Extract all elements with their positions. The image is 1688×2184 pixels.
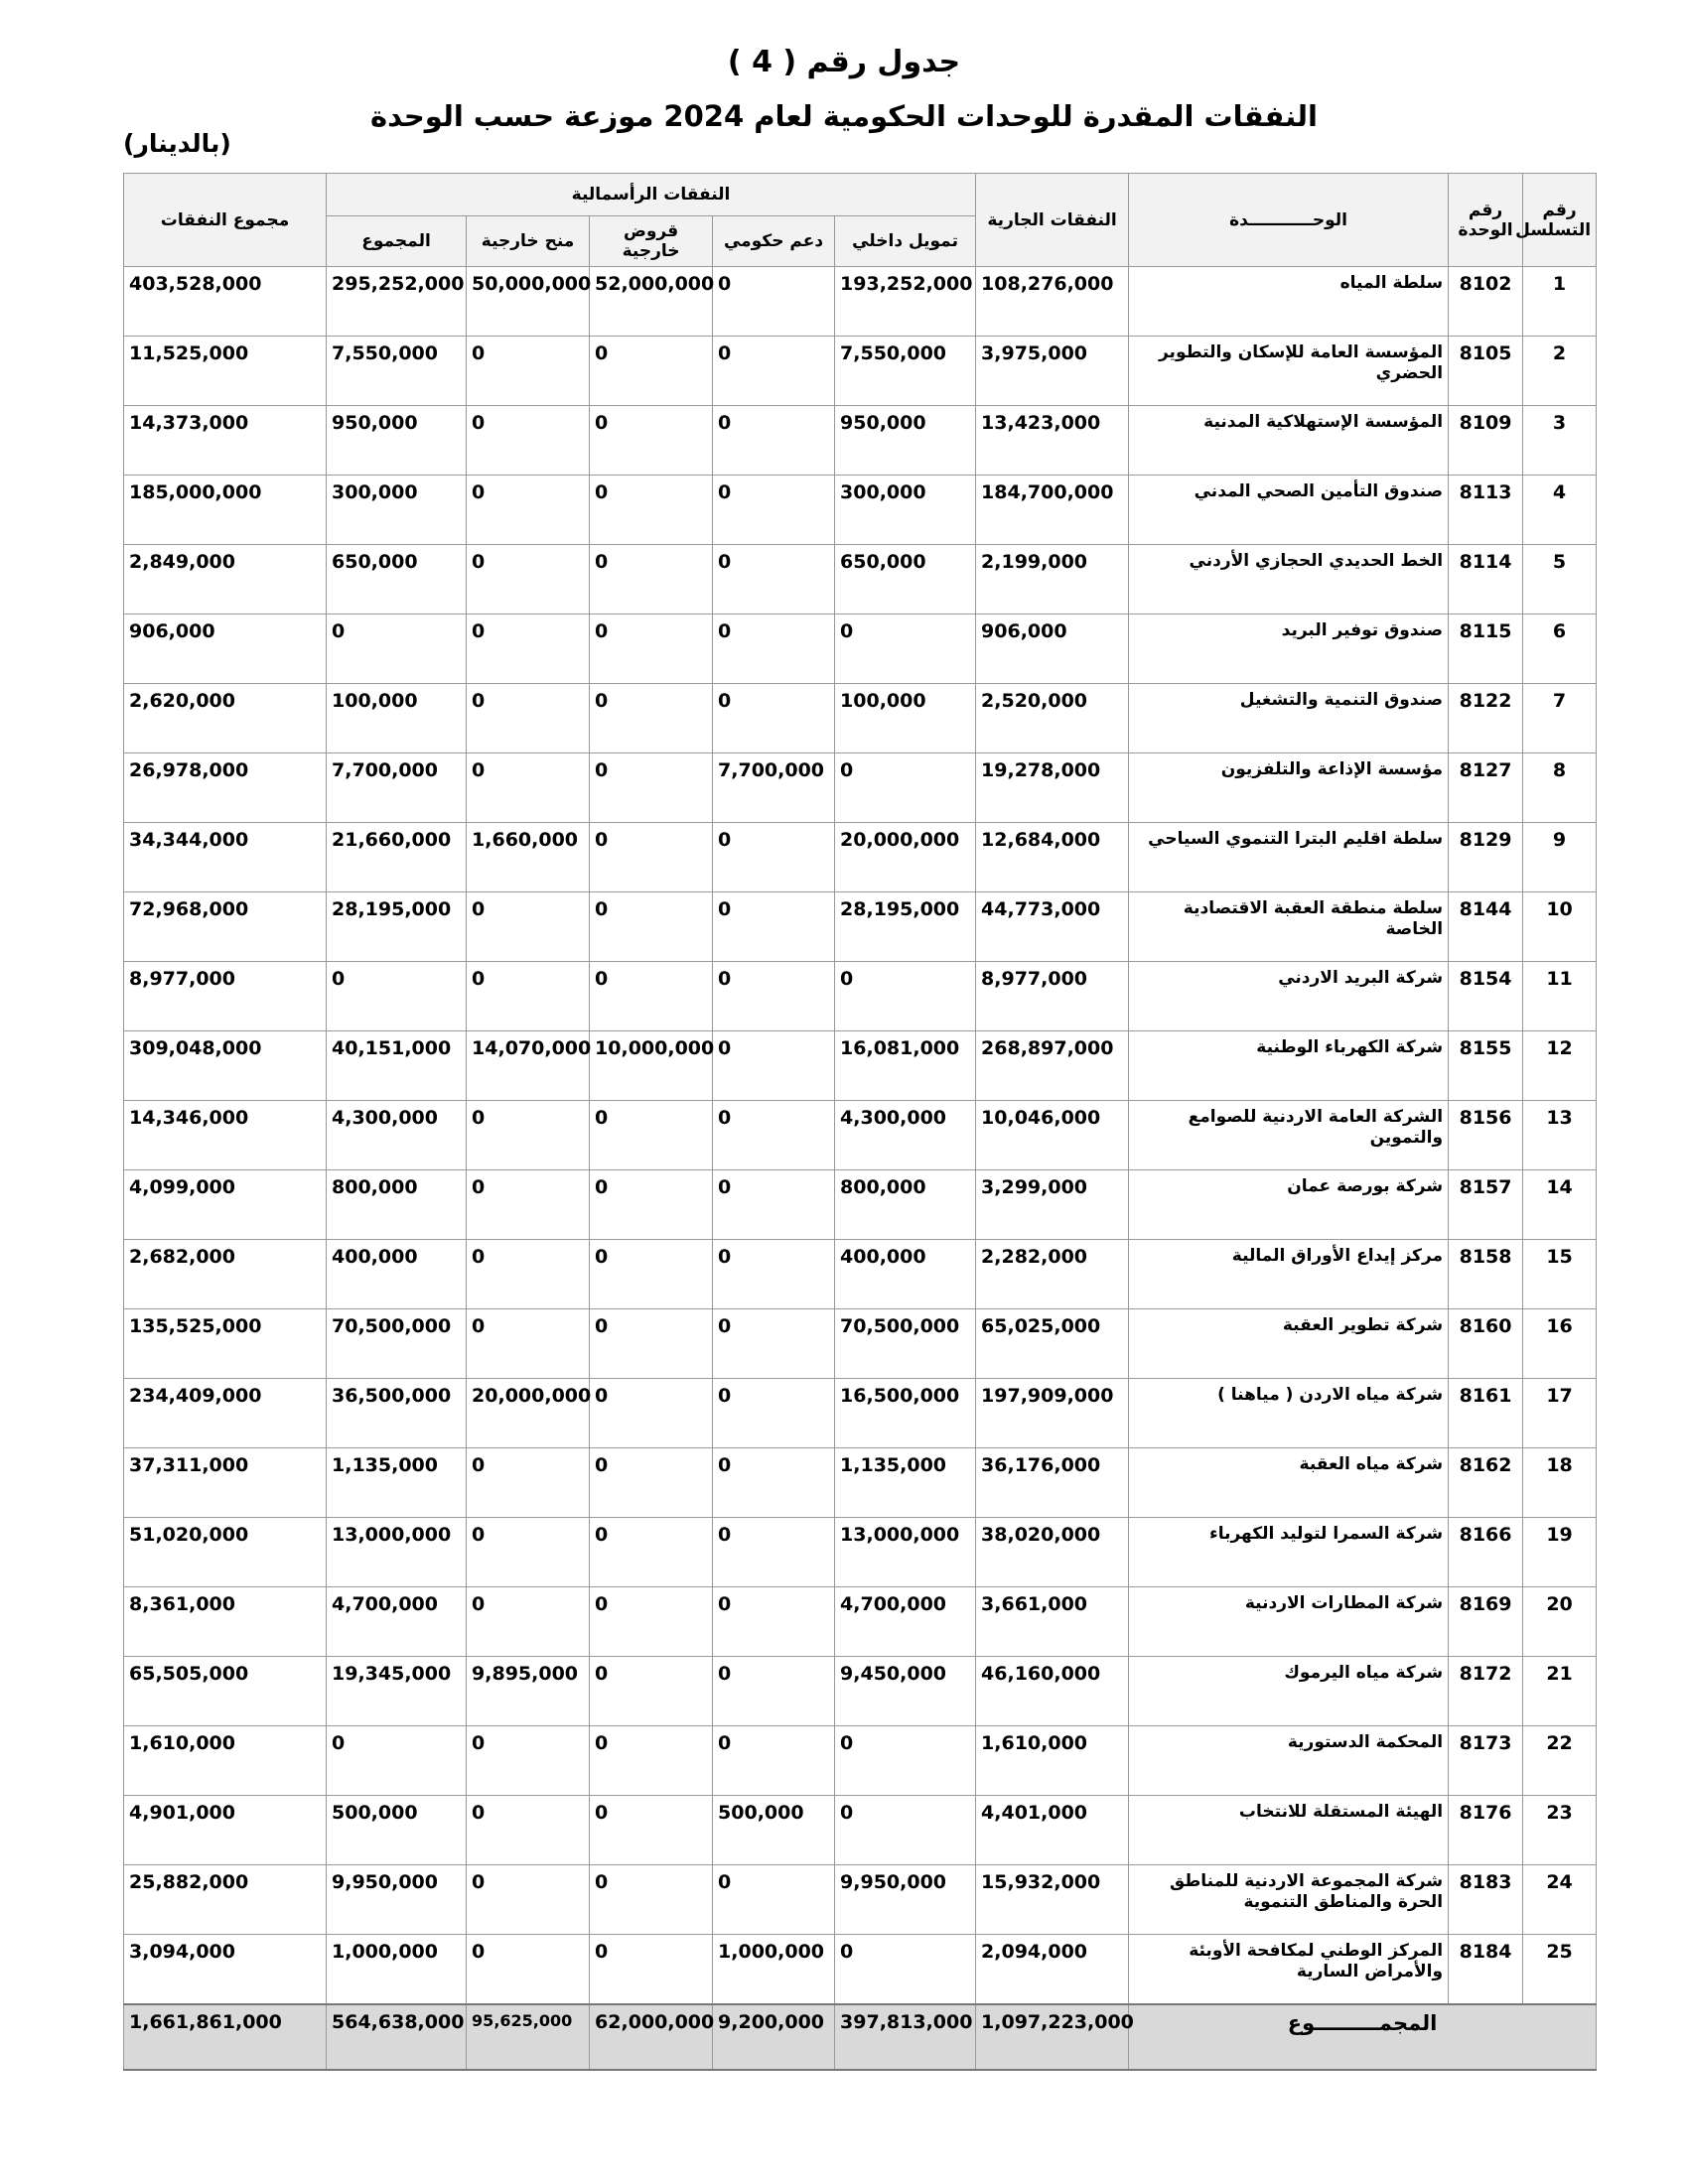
cell-grants: 0 (467, 1170, 590, 1240)
cell-total: 72,968,000 (124, 892, 327, 962)
cell-domestic: 70,500,000 (835, 1309, 976, 1379)
cell-domestic: 950,000 (835, 406, 976, 476)
cell-grants: 0 (467, 1726, 590, 1796)
cell-current: 2,199,000 (976, 545, 1129, 614)
cell-no: 8157 (1449, 1170, 1523, 1240)
cell-total: 14,373,000 (124, 406, 327, 476)
cell-seq: 12 (1523, 1031, 1597, 1101)
cell-cap: 7,550,000 (327, 337, 467, 406)
cell-current: 38,020,000 (976, 1518, 1129, 1587)
cell-cap: 100,000 (327, 684, 467, 753)
cell-govt: 0 (713, 1448, 835, 1518)
cell-seq: 10 (1523, 892, 1597, 962)
cell-no: 8162 (1449, 1448, 1523, 1518)
cell-cap: 40,151,000 (327, 1031, 467, 1101)
cell-total: 8,977,000 (124, 962, 327, 1031)
cell-govt: 0 (713, 337, 835, 406)
total-grants: 95,625,000 (467, 2004, 590, 2070)
table-row (124, 1518, 1597, 1587)
cell-cap: 0 (327, 614, 467, 684)
cell-govt: 1,000,000 (713, 1935, 835, 2005)
cell-no: 8144 (1449, 892, 1523, 962)
table-row (124, 1587, 1597, 1657)
cell-domestic: 13,000,000 (835, 1518, 976, 1587)
cell-loans: 0 (590, 823, 713, 892)
cell-current: 8,977,000 (976, 962, 1129, 1031)
cell-domestic: 4,700,000 (835, 1587, 976, 1657)
cell-current: 10,046,000 (976, 1101, 1129, 1170)
cell-cap: 1,135,000 (327, 1448, 467, 1518)
cell-grants: 14,070,000 (467, 1031, 590, 1101)
cell-govt: 0 (713, 267, 835, 337)
cell-name: المؤسسة العامة للإسكان والتطوير الحضري (1129, 337, 1449, 406)
cell-govt: 0 (713, 892, 835, 962)
cell-no: 8109 (1449, 406, 1523, 476)
cell-name: الهيئة المستقلة للانتخاب (1129, 1796, 1449, 1865)
cell-current: 184,700,000 (976, 476, 1129, 545)
cell-loans: 0 (590, 337, 713, 406)
cell-name: سلطة اقليم البترا التنموي السياحي (1129, 823, 1449, 892)
cell-govt: 0 (713, 1518, 835, 1587)
table-row (124, 337, 1597, 406)
table-row (124, 1726, 1597, 1796)
cell-cap: 9,950,000 (327, 1865, 467, 1935)
cell-grants: 0 (467, 1448, 590, 1518)
totals-row (124, 2004, 1597, 2070)
cell-name: شركة مياه العقبة (1129, 1448, 1449, 1518)
cell-no: 8114 (1449, 545, 1523, 614)
table-row (124, 1796, 1597, 1865)
cell-cap: 28,195,000 (327, 892, 467, 962)
cell-govt: 0 (713, 962, 835, 1031)
cell-total: 135,525,000 (124, 1309, 327, 1379)
table-row (124, 1657, 1597, 1726)
total-domestic: 397,813,000 (835, 2004, 976, 2070)
cell-govt: 0 (713, 1657, 835, 1726)
cell-loans: 0 (590, 1657, 713, 1726)
cell-total: 234,409,000 (124, 1379, 327, 1448)
cell-cap: 0 (327, 1726, 467, 1796)
cell-name: سلطة منطقة العقبة الاقتصادية الخاصة (1129, 892, 1449, 962)
cell-cap: 650,000 (327, 545, 467, 614)
cell-seq: 25 (1523, 1935, 1597, 2005)
cell-seq: 3 (1523, 406, 1597, 476)
cell-grants: 50,000,000 (467, 267, 590, 337)
header-loans: قروض خارجية (590, 216, 713, 267)
cell-grants: 0 (467, 892, 590, 962)
cell-no: 8169 (1449, 1587, 1523, 1657)
table-row (124, 406, 1597, 476)
cell-name: المركز الوطني لمكافحة الأوبئة والأمراض السارية (1129, 1935, 1449, 2005)
cell-loans: 0 (590, 1587, 713, 1657)
cell-loans: 0 (590, 1101, 713, 1170)
cell-no: 8127 (1449, 753, 1523, 823)
cell-seq: 16 (1523, 1309, 1597, 1379)
cell-cap: 300,000 (327, 476, 467, 545)
cell-grants: 0 (467, 1587, 590, 1657)
cell-grants: 0 (467, 962, 590, 1031)
cell-total: 4,099,000 (124, 1170, 327, 1240)
cell-loans: 0 (590, 1935, 713, 2005)
total-loans: 62,000,000 (590, 2004, 713, 2070)
cell-grants: 0 (467, 1796, 590, 1865)
cell-no: 8158 (1449, 1240, 1523, 1309)
cell-domestic: 4,300,000 (835, 1101, 976, 1170)
cell-seq: 21 (1523, 1657, 1597, 1726)
cell-loans: 0 (590, 892, 713, 962)
cell-seq: 23 (1523, 1796, 1597, 1865)
cell-govt: 0 (713, 476, 835, 545)
cell-domestic: 650,000 (835, 545, 976, 614)
cell-govt: 500,000 (713, 1796, 835, 1865)
cell-total: 3,094,000 (124, 1935, 327, 2005)
cell-no: 8105 (1449, 337, 1523, 406)
header-seq: رقم التسلسل (1523, 174, 1597, 267)
cell-cap: 4,300,000 (327, 1101, 467, 1170)
table-row (124, 1240, 1597, 1309)
cell-current: 12,684,000 (976, 823, 1129, 892)
cell-govt: 0 (713, 1170, 835, 1240)
cell-cap: 21,660,000 (327, 823, 467, 892)
cell-cap: 4,700,000 (327, 1587, 467, 1657)
cell-name: مؤسسة الإذاعة والتلفزيون (1129, 753, 1449, 823)
cell-name: الشركة العامة الاردنية للصوامع والتموين (1129, 1101, 1449, 1170)
table-subtitle: النفقات المقدرة للوحدات الحكومية لعام 2024 موزعة حسب الوحدة (370, 99, 1318, 133)
cell-grants: 0 (467, 1240, 590, 1309)
table-row (124, 1031, 1597, 1101)
header-domestic: تمويل داخلي (835, 216, 976, 267)
cell-domestic: 0 (835, 1726, 976, 1796)
cell-no: 8183 (1449, 1865, 1523, 1935)
cell-name: شركة المطارات الاردنية (1129, 1587, 1449, 1657)
header-total: مجموع النفقات (124, 174, 327, 267)
cell-loans: 0 (590, 1379, 713, 1448)
table-row (124, 614, 1597, 684)
cell-grants: 0 (467, 753, 590, 823)
cell-current: 2,282,000 (976, 1240, 1129, 1309)
cell-seq: 18 (1523, 1448, 1597, 1518)
table-row (124, 823, 1597, 892)
table-row (124, 753, 1597, 823)
cell-govt: 0 (713, 545, 835, 614)
cell-loans: 0 (590, 1240, 713, 1309)
cell-domestic: 9,450,000 (835, 1657, 976, 1726)
table-row (124, 267, 1597, 337)
cell-loans: 0 (590, 1726, 713, 1796)
cell-seq: 6 (1523, 614, 1597, 684)
cell-loans: 0 (590, 1518, 713, 1587)
cell-total: 8,361,000 (124, 1587, 327, 1657)
cell-cap: 400,000 (327, 1240, 467, 1309)
cell-govt: 0 (713, 684, 835, 753)
cell-seq: 5 (1523, 545, 1597, 614)
cell-total: 65,505,000 (124, 1657, 327, 1726)
cell-seq: 24 (1523, 1865, 1597, 1935)
cell-current: 1,610,000 (976, 1726, 1129, 1796)
cell-name: شركة تطوير العقبة (1129, 1309, 1449, 1379)
cell-no: 8173 (1449, 1726, 1523, 1796)
cell-grants: 0 (467, 1518, 590, 1587)
table-row (124, 545, 1597, 614)
cell-domestic: 16,081,000 (835, 1031, 976, 1101)
cell-current: 108,276,000 (976, 267, 1129, 337)
cell-cap: 0 (327, 962, 467, 1031)
total-cap: 564,638,000 (327, 2004, 467, 2070)
cell-no: 8122 (1449, 684, 1523, 753)
cell-name: المحكمة الدستورية (1129, 1726, 1449, 1796)
cell-current: 197,909,000 (976, 1379, 1129, 1448)
cell-cap: 1,000,000 (327, 1935, 467, 2005)
cell-seq: 4 (1523, 476, 1597, 545)
cell-loans: 0 (590, 476, 713, 545)
cell-grants: 0 (467, 476, 590, 545)
cell-domestic: 0 (835, 1796, 976, 1865)
cell-domestic: 800,000 (835, 1170, 976, 1240)
cell-grants: 9,895,000 (467, 1657, 590, 1726)
header-capital: النفقات الرأسمالية (327, 174, 976, 216)
cell-current: 13,423,000 (976, 406, 1129, 476)
cell-domestic: 0 (835, 753, 976, 823)
cell-name: شركة مياه الاردن ( مياهنا ) (1129, 1379, 1449, 1448)
cell-total: 309,048,000 (124, 1031, 327, 1101)
cell-current: 268,897,000 (976, 1031, 1129, 1101)
cell-seq: 19 (1523, 1518, 1597, 1587)
cell-seq: 22 (1523, 1726, 1597, 1796)
cell-seq: 8 (1523, 753, 1597, 823)
cell-total: 185,000,000 (124, 476, 327, 545)
cell-seq: 13 (1523, 1101, 1597, 1170)
cell-grants: 1,660,000 (467, 823, 590, 892)
cell-grants: 0 (467, 1309, 590, 1379)
cell-grants: 0 (467, 1101, 590, 1170)
cell-domestic: 0 (835, 1935, 976, 2005)
cell-current: 15,932,000 (976, 1865, 1129, 1935)
cell-total: 26,978,000 (124, 753, 327, 823)
cell-no: 8154 (1449, 962, 1523, 1031)
cell-domestic: 0 (835, 962, 976, 1031)
header-unit-no: رقم الوحدة (1449, 174, 1523, 267)
cell-grants: 0 (467, 545, 590, 614)
table-row (124, 1170, 1597, 1240)
header-govt: دعم حكومي (713, 216, 835, 267)
cell-govt: 0 (713, 614, 835, 684)
cell-name: شركة بورصة عمان (1129, 1170, 1449, 1240)
cell-name: مركز إيداع الأوراق المالية (1129, 1240, 1449, 1309)
cell-total: 51,020,000 (124, 1518, 327, 1587)
cell-current: 3,975,000 (976, 337, 1129, 406)
table-number-title: جدول رقم ( 4 ) (727, 45, 961, 79)
cell-name: شركة السمرا لتوليد الكهرباء (1129, 1518, 1449, 1587)
cell-seq: 7 (1523, 684, 1597, 753)
cell-loans: 0 (590, 545, 713, 614)
cell-loans: 0 (590, 1796, 713, 1865)
cell-cap: 800,000 (327, 1170, 467, 1240)
table-row (124, 962, 1597, 1031)
cell-name: صندوق التنمية والتشغيل (1129, 684, 1449, 753)
cell-name: سلطة المياه (1129, 267, 1449, 337)
cell-domestic: 193,252,000 (835, 267, 976, 337)
cell-seq: 20 (1523, 1587, 1597, 1657)
cell-no: 8156 (1449, 1101, 1523, 1170)
cell-domestic: 16,500,000 (835, 1379, 976, 1448)
cell-current: 36,176,000 (976, 1448, 1129, 1518)
total-total: 1,661,861,000 (124, 2004, 327, 2070)
cell-current: 2,520,000 (976, 684, 1129, 753)
cell-govt: 0 (713, 1240, 835, 1309)
cell-name: شركة البريد الاردني (1129, 962, 1449, 1031)
totals-label: المجمـــــــــوع (1129, 2004, 1597, 2070)
cell-govt: 0 (713, 1587, 835, 1657)
cell-current: 44,773,000 (976, 892, 1129, 962)
total-current: 1,097,223,000 (976, 2004, 1129, 2070)
cell-cap: 295,252,000 (327, 267, 467, 337)
cell-seq: 11 (1523, 962, 1597, 1031)
cell-seq: 14 (1523, 1170, 1597, 1240)
cell-cap: 70,500,000 (327, 1309, 467, 1379)
cell-name: شركة الكهرباء الوطنية (1129, 1031, 1449, 1101)
header-unit: الوحـــــــــــدة (1129, 174, 1449, 267)
cell-no: 8166 (1449, 1518, 1523, 1587)
cell-loans: 0 (590, 406, 713, 476)
cell-loans: 0 (590, 614, 713, 684)
cell-govt: 0 (713, 1309, 835, 1379)
cell-total: 37,311,000 (124, 1448, 327, 1518)
cell-total: 25,882,000 (124, 1865, 327, 1935)
cell-current: 3,661,000 (976, 1587, 1129, 1657)
cell-cap: 13,000,000 (327, 1518, 467, 1587)
cell-cap: 500,000 (327, 1796, 467, 1865)
cell-grants: 0 (467, 1865, 590, 1935)
cell-no: 8113 (1449, 476, 1523, 545)
cell-loans: 10,000,000 (590, 1031, 713, 1101)
cell-current: 2,094,000 (976, 1935, 1129, 2005)
cell-no: 8161 (1449, 1379, 1523, 1448)
header-current: النفقات الجارية (976, 174, 1129, 267)
cell-domestic: 7,550,000 (835, 337, 976, 406)
cell-total: 11,525,000 (124, 337, 327, 406)
table-row (124, 1101, 1597, 1170)
cell-current: 4,401,000 (976, 1796, 1129, 1865)
cell-domestic: 9,950,000 (835, 1865, 976, 1935)
table-row (124, 1448, 1597, 1518)
cell-domestic: 100,000 (835, 684, 976, 753)
cell-name: صندوق التأمين الصحي المدني (1129, 476, 1449, 545)
cell-grants: 0 (467, 684, 590, 753)
cell-loans: 0 (590, 1170, 713, 1240)
cell-total: 4,901,000 (124, 1796, 327, 1865)
table-row (124, 1379, 1597, 1448)
cell-seq: 2 (1523, 337, 1597, 406)
cell-govt: 0 (713, 1101, 835, 1170)
cell-govt: 0 (713, 1379, 835, 1448)
cell-seq: 17 (1523, 1379, 1597, 1448)
cell-loans: 0 (590, 1309, 713, 1379)
cell-govt: 0 (713, 406, 835, 476)
cell-govt: 0 (713, 1031, 835, 1101)
cell-grants: 20,000,000 (467, 1379, 590, 1448)
cell-total: 14,346,000 (124, 1101, 327, 1170)
table-row (124, 1865, 1597, 1935)
cell-current: 3,299,000 (976, 1170, 1129, 1240)
total-govt: 9,200,000 (713, 2004, 835, 2070)
cell-grants: 0 (467, 614, 590, 684)
cell-total: 1,610,000 (124, 1726, 327, 1796)
cell-domestic: 400,000 (835, 1240, 976, 1309)
cell-total: 2,849,000 (124, 545, 327, 614)
cell-no: 8160 (1449, 1309, 1523, 1379)
cell-no: 8155 (1449, 1031, 1523, 1101)
cell-name: المؤسسة الإستهلاكية المدنية (1129, 406, 1449, 476)
cell-cap: 19,345,000 (327, 1657, 467, 1726)
cell-total: 906,000 (124, 614, 327, 684)
cell-grants: 0 (467, 337, 590, 406)
cell-grants: 0 (467, 406, 590, 476)
cell-seq: 15 (1523, 1240, 1597, 1309)
cell-cap: 950,000 (327, 406, 467, 476)
cell-name: صندوق توفير البريد (1129, 614, 1449, 684)
currency-note: (بالدينار) (123, 129, 231, 158)
cell-seq: 9 (1523, 823, 1597, 892)
cell-domestic: 300,000 (835, 476, 976, 545)
cell-loans: 0 (590, 753, 713, 823)
cell-current: 906,000 (976, 614, 1129, 684)
cell-current: 65,025,000 (976, 1309, 1129, 1379)
table-row (124, 1935, 1597, 2005)
cell-no: 8102 (1449, 267, 1523, 337)
cell-current: 19,278,000 (976, 753, 1129, 823)
cell-govt: 0 (713, 1865, 835, 1935)
cell-loans: 0 (590, 1865, 713, 1935)
cell-cap: 7,700,000 (327, 753, 467, 823)
cell-no: 8129 (1449, 823, 1523, 892)
table-row (124, 1309, 1597, 1379)
cell-loans: 0 (590, 1448, 713, 1518)
cell-no: 8176 (1449, 1796, 1523, 1865)
cell-seq: 1 (1523, 267, 1597, 337)
table-row (124, 892, 1597, 962)
header-capital-total: المجموع (327, 216, 467, 267)
cell-loans: 0 (590, 962, 713, 1031)
cell-name: شركة المجموعة الاردنية للمناطق الحرة والمناطق التنموية (1129, 1865, 1449, 1935)
cell-govt: 7,700,000 (713, 753, 835, 823)
cell-domestic: 20,000,000 (835, 823, 976, 892)
table-row (124, 684, 1597, 753)
cell-cap: 36,500,000 (327, 1379, 467, 1448)
expenditure-table (123, 173, 1597, 2071)
cell-current: 46,160,000 (976, 1657, 1129, 1726)
cell-govt: 0 (713, 823, 835, 892)
header-grants: منح خارجية (467, 216, 590, 267)
cell-govt: 0 (713, 1726, 835, 1796)
cell-domestic: 0 (835, 614, 976, 684)
cell-name: الخط الحديدي الحجازي الأردني (1129, 545, 1449, 614)
cell-domestic: 28,195,000 (835, 892, 976, 962)
cell-no: 8184 (1449, 1935, 1523, 2005)
cell-total: 2,620,000 (124, 684, 327, 753)
cell-loans: 52,000,000 (590, 267, 713, 337)
cell-total: 34,344,000 (124, 823, 327, 892)
cell-domestic: 1,135,000 (835, 1448, 976, 1518)
cell-total: 2,682,000 (124, 1240, 327, 1309)
table-row (124, 476, 1597, 545)
cell-grants: 0 (467, 1935, 590, 2005)
cell-no: 8172 (1449, 1657, 1523, 1726)
cell-no: 8115 (1449, 614, 1523, 684)
cell-loans: 0 (590, 684, 713, 753)
cell-total: 403,528,000 (124, 267, 327, 337)
cell-name: شركة مياه اليرموك (1129, 1657, 1449, 1726)
